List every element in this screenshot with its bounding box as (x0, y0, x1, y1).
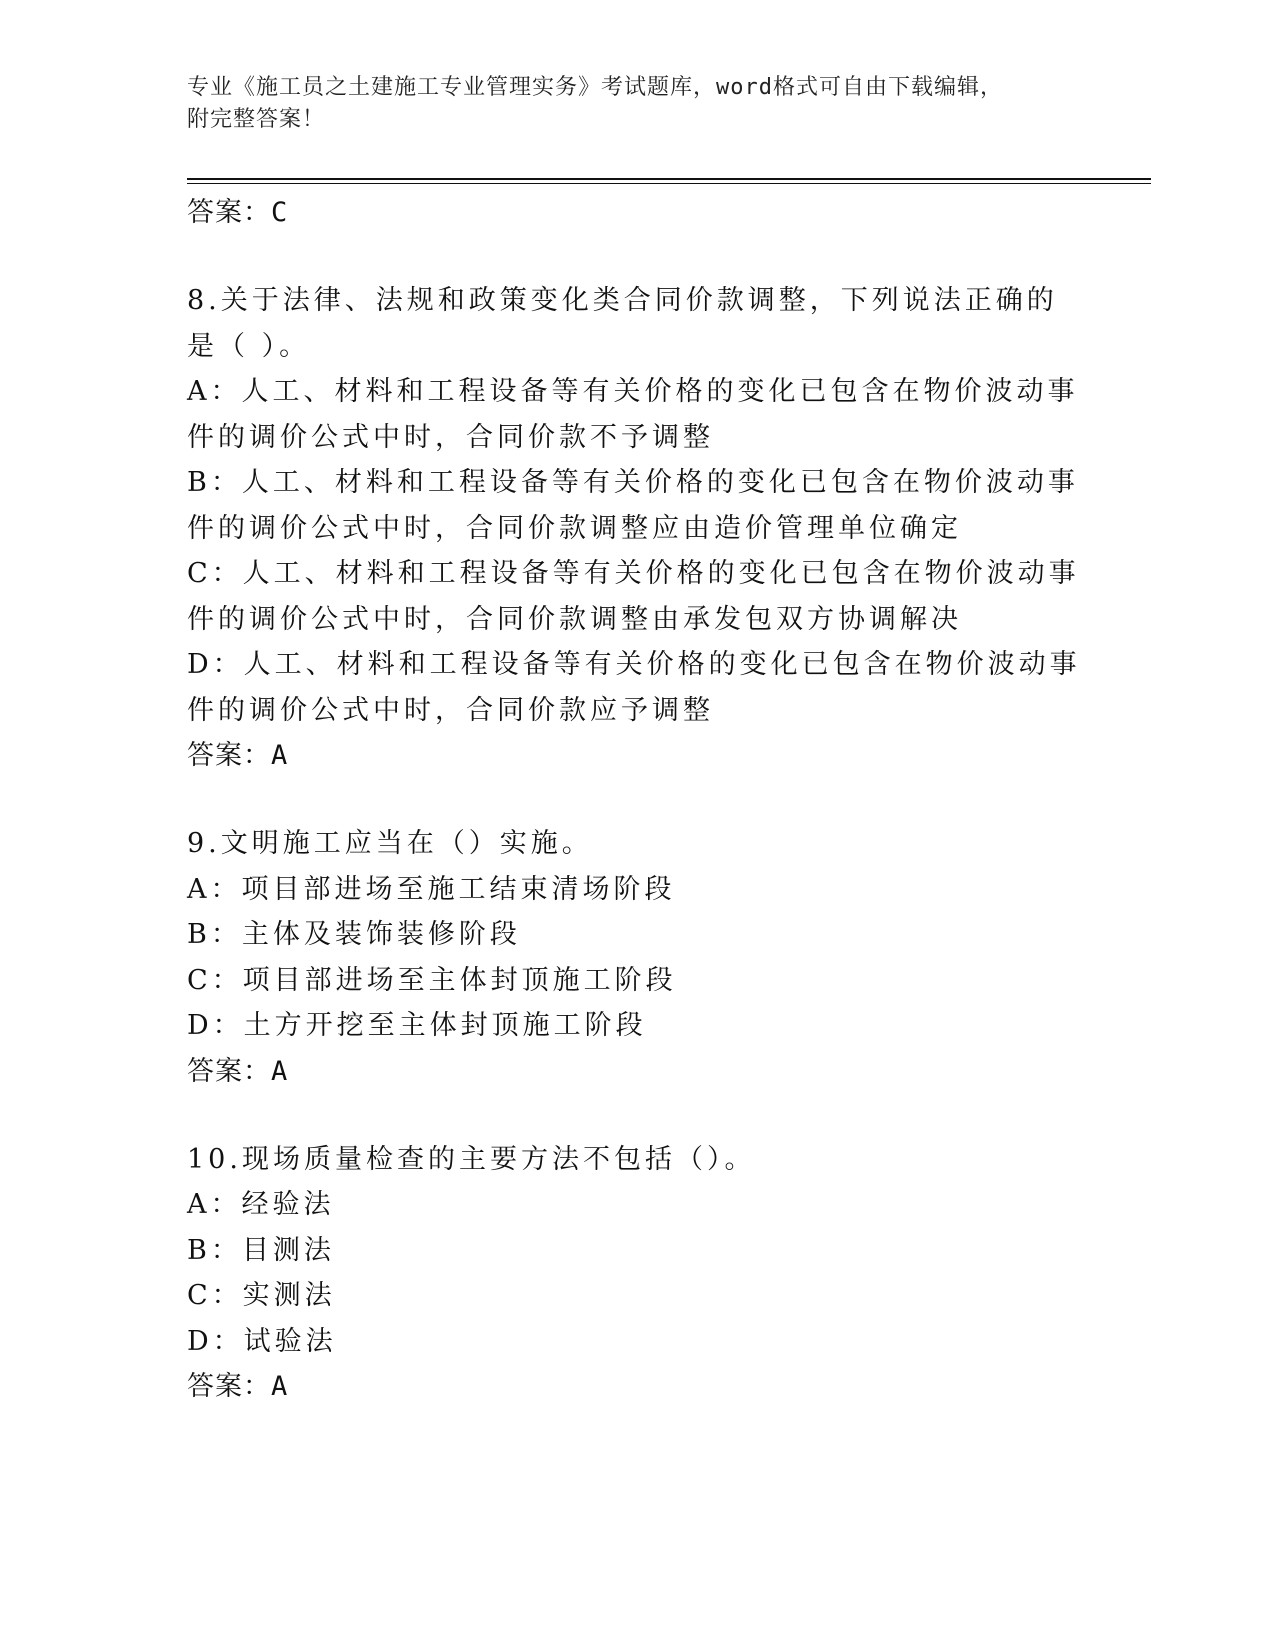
question-10 (187, 1137, 1087, 1411)
header-line-2: 附完整答案！ (187, 107, 326, 132)
option-c: C：人工、材料和工程设备等有关价格的变化已包含在物价波动事件的调价公式中时，合同价款调整由承发包双方协调解决 (187, 558, 1080, 635)
header-divider-thick (187, 178, 1151, 180)
question-text: 8.关于法律、法规和政策变化类合同价款调整，下列说法正确的是（ ）。 (187, 285, 1058, 362)
answer: 答案：A (187, 740, 289, 771)
question-text: 10.现场质量检查的主要方法不包括（）。 (187, 1143, 756, 1175)
question-8 (187, 278, 1087, 779)
option-d: D：土方开挖至主体封顶施工阶段 (187, 1010, 647, 1041)
option-c: C：实测法 (187, 1280, 336, 1311)
previous-answer: 答案：C (187, 197, 289, 228)
answer: 答案：A (187, 1371, 289, 1402)
option-b: B：主体及装饰装修阶段 (187, 919, 521, 950)
option-c: C：项目部进场至主体封顶施工阶段 (187, 964, 677, 996)
question-9 (187, 821, 1087, 1095)
option-a: A：经验法 (187, 1189, 335, 1220)
option-b: B：人工、材料和工程设备等有关价格的变化已包含在物价波动事件的调价公式中时，合同价款调整应由造价管理单位确定 (187, 467, 1079, 544)
option-b: B：目测法 (187, 1234, 335, 1266)
header-divider-thin (187, 183, 1151, 184)
question-text: 9.文明施工应当在（）实施。 (187, 828, 593, 859)
option-d: D：试验法 (187, 1325, 337, 1357)
question-list (187, 186, 1087, 1410)
document-header (187, 72, 1067, 136)
option-a: A：人工、材料和工程设备等有关价格的变化已包含在物价波动事件的调价公式中时，合同价款不予调整 (187, 376, 1079, 453)
header-line-1: 专业《施工员之土建施工专业管理实务》考试题库，word格式可自由下载编辑， (187, 75, 1003, 100)
option-d: D：人工、材料和工程设备等有关价格的变化已包含在物价波动事件的调价公式中时，合同价款应予调整 (187, 649, 1081, 726)
answer: 答案：A (187, 1055, 289, 1087)
option-a: A：项目部进场至施工结束清场阶段 (187, 873, 676, 905)
